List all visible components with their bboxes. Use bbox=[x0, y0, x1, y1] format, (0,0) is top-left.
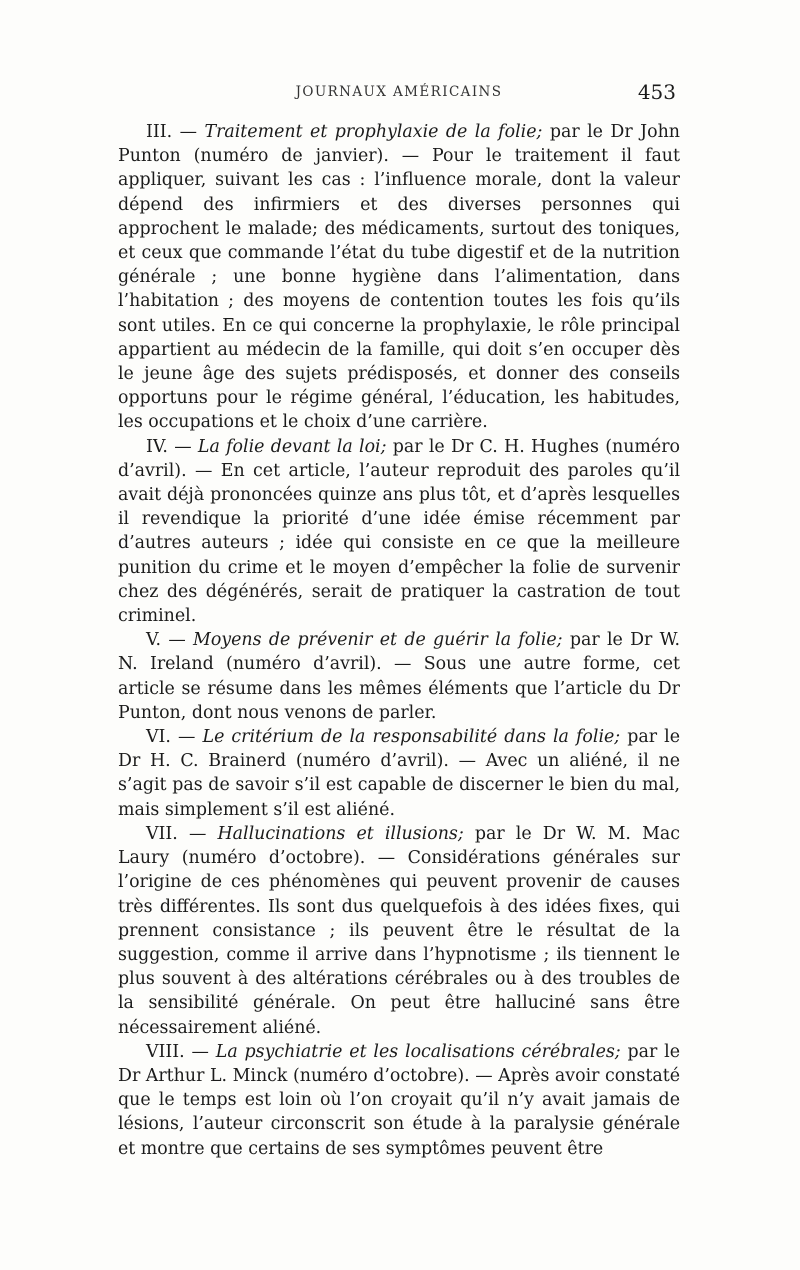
section-number: V. bbox=[146, 630, 162, 651]
section-dash: — bbox=[167, 436, 198, 457]
section-title: Hallucinations et illusions; bbox=[217, 823, 464, 844]
section-dash: — bbox=[177, 823, 218, 844]
section-iii-paragraph bbox=[118, 120, 680, 435]
section-iv-paragraph bbox=[118, 435, 680, 629]
section-number: VI. bbox=[146, 727, 171, 748]
section-dash: — bbox=[184, 1041, 216, 1062]
section-text: par le Dr C. H. Hughes (numéro d’avril). — En cet article, l’auteur reproduit des paroles qu’il avait déjà prononcées quinze ans plus tôt, et d’après lesquelles il revendique la priorité d’une idée émise récemment par d’autres auteurs ; idée qui consiste en ce que la meilleure punition du crime et le moyen d’empêcher la folie de survenir chez des dégénérés, serait de pratiquer la castration de tout criminel. bbox=[118, 436, 680, 627]
section-vi-paragraph bbox=[118, 725, 680, 822]
running-title: JOURNAUX AMÉRICAINS bbox=[295, 84, 503, 100]
section-number: VII. bbox=[146, 823, 178, 844]
section-number: VIII. bbox=[146, 1041, 185, 1062]
section-text: par le Dr John Punton (numéro de janvier). — Pour le traitement il faut appliquer, suivant les cas : l’influence morale, dont la valeur dépend des infirmiers et des diverses personnes qui approchent le malade; des médicaments, surtout des toniques, et ceux que commande l’état du tube digestif et de la nutrition générale ; une bonne hygiène dans l’alimentation, dans l’habitation ; des moyens de contention toutes les fois qu’ils sont utiles. En ce qui concerne la prophylaxie, le rôle principal appartient au médecin de la famille, qui doit s’en occuper dès le jeune âge des sujets prédisposés, et donner des conseils opportuns pour le régime général, l’éducation, les habitudes, les occupations et le choix d’une carrière. bbox=[118, 122, 680, 433]
section-title: Le critérium de la responsabilité dans la folie; bbox=[202, 727, 621, 748]
section-number: III. bbox=[146, 122, 173, 142]
section-text: par le Dr W. N. Ireland (numéro d’avril). — Sous une autre forme, cet article se résume dans les mêmes éléments que l’article du Dr Punton, dont nous venons de parler. bbox=[118, 630, 680, 723]
section-title: La psychiatrie et les localisations cérébrales; bbox=[215, 1041, 621, 1062]
page-body bbox=[118, 120, 680, 1161]
section-number: IV. bbox=[146, 436, 168, 457]
section-text: par le Dr H. C. Brainerd (numéro d’avril). — Avec un aliéné, il ne s’agit pas de savoir s’il est capable de discerner le bien du mal, mais simplement s’il est aliéné. bbox=[118, 727, 680, 820]
section-title: Traitement et prophylaxie de la folie; bbox=[204, 122, 543, 142]
section-title: La folie devant la loi; bbox=[197, 436, 387, 457]
page-header bbox=[118, 80, 680, 108]
section-text: par le Dr W. M. Mac Laury (numéro d’octobre). — Considérations générales sur l’origine de ces phénomènes qui peuvent provenir de causes très différentes. Ils sont dus quelquefois à des idées fixes, qui prennent consistance ; ils peuvent être le résultat de la suggestion, comme il arrive dans l’hypnotisme ; ils tiennent le plus souvent à des altérations cérébrales ou à des troubles de la sensibilité générale. On peut être halluciné sans être nécessairement aliéné. bbox=[118, 823, 680, 1038]
section-v-paragraph bbox=[118, 628, 680, 725]
section-viii-paragraph bbox=[118, 1040, 680, 1161]
section-dash: — bbox=[170, 727, 203, 748]
section-vii-paragraph bbox=[118, 822, 680, 1040]
section-text: par le Dr Arthur L. Minck (numéro d’octobre). — Après avoir constaté que le temps est loin où l’on croyait qu’il n’y avait jamais de lésions, l’auteur circonscrit son étude à la paralysie générale et montre que certains de ses symptômes peuvent être bbox=[118, 1041, 681, 1159]
page-number: 453 bbox=[637, 80, 676, 104]
section-title: Moyens de prévenir et de guérir la folie; bbox=[193, 630, 563, 651]
section-dash: — bbox=[161, 630, 194, 651]
section-dash: — bbox=[172, 122, 205, 142]
